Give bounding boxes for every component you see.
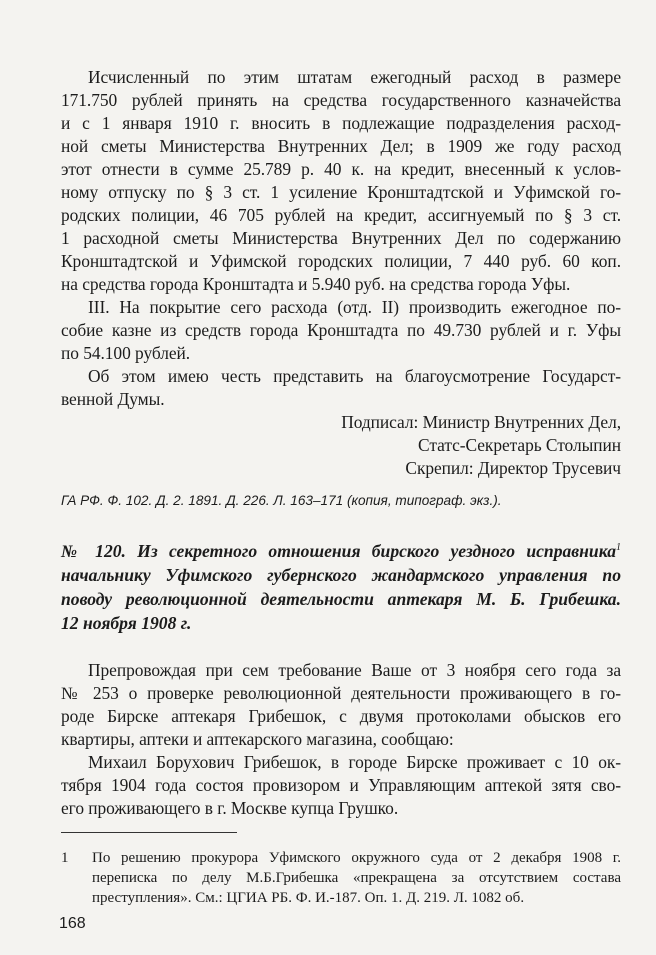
text-line: 171.750 рублей принять на средства государственного казначейства [61, 90, 621, 110]
text-line: Михаил Борухович Грибешок, в городе Бирске проживает с 10 ок- [88, 752, 621, 772]
text-line: венной Думы. [61, 389, 165, 409]
signature-line: Скрепил: Директор Трусевич [405, 458, 621, 478]
signature-line: Статс-Секретарь Столыпин [418, 435, 621, 455]
footnote-number: 1 [61, 850, 69, 866]
text-line: Кронштадтской и Уфимской городских полиции, 7 440 руб. 60 коп. [61, 251, 621, 271]
footnote-marker[interactable]: 1 [616, 542, 621, 554]
text-line: роде Бирске аптекаря Грибешок, с двумя протоколами обысков его [61, 706, 621, 726]
text-line: Об этом имею честь представить на благоусмотрение Государст- [88, 366, 621, 386]
heading-line: поводу революционной деятельности аптекаря М. Б. Грибешка. [61, 589, 621, 609]
page-number: 168 [59, 915, 86, 932]
footnote-divider [61, 832, 237, 833]
text-line: 1 расходной сметы Министерства Внутренних Дел по содержанию [61, 228, 621, 248]
text-line: этот отнести в сумме 25.789 р. 40 к. на кредит, внесенный к услов- [61, 159, 621, 179]
heading-text: № 120. Из секретного отношения бирского уездного исправника [61, 541, 616, 561]
text-line: на средства города Кронштадта и 5.940 руб. на средства города Уфы. [61, 274, 571, 294]
text-line: тября 1904 года состоя провизором и Управляющим аптекой зятя сво- [61, 775, 621, 795]
text-line: Исчисленный по этим штатам ежегодный расход в размере [88, 67, 621, 87]
text-line: квартиры, аптеки и аптекарского магазина, сообщаю: [61, 729, 454, 749]
text-line: по 54.100 рублей. [61, 343, 191, 363]
archive-source-reference: ГА РФ. Ф. 102. Д. 2. 1891. Д. 226. Л. 163–171 (копия, типограф. экз.). [61, 493, 502, 508]
text-line: родских полиции, 46 705 рублей на кредит, ассигнуемый по § 3 ст. [61, 205, 621, 225]
text-line: № 253 о проверке революционной деятельности проживающего в го- [61, 683, 621, 703]
text-line: собие казне из средств города Кронштадта по 49.730 рублей и г. Уфы [61, 320, 621, 340]
heading-line: 12 ноября 1908 г. [61, 613, 192, 633]
heading-line: начальнику Уфимского губернского жандармского управления по [61, 565, 621, 585]
heading-line [61, 539, 621, 563]
text-line: III. На покрытие сего расхода (отд. II) производить ежегодное по- [88, 297, 621, 317]
text-line: его проживающего в г. Москве купца Грушко. [61, 798, 399, 818]
signature-line: Подписал: Министр Внутренних Дел, [341, 412, 621, 432]
text-line: ному отпуску по § 3 ст. 1 усиление Кронштадтской и Уфимской го- [61, 182, 621, 202]
footnote-line: преступления». См.: ЦГИА РБ. Ф. И.-187. Оп. 1. Д. 219. Л. 1082 об. [92, 890, 525, 906]
text-line: Препровождая при сем требование Ваше от 3 ноября сего года за [88, 660, 621, 680]
footnote-line: переписка по делу М.Б.Грибешка «прекращена за отсутствием состава [92, 870, 621, 886]
text-line: и с 1 января 1910 г. вносить в подлежащие подразделения расход- [61, 113, 621, 133]
text-line: ной сметы Министерства Внутренних Дел; в 1909 же году расход [61, 136, 621, 156]
footnote-line: По решению прокурора Уфимского окружного суда от 2 декабря 1908 г. [92, 850, 621, 866]
